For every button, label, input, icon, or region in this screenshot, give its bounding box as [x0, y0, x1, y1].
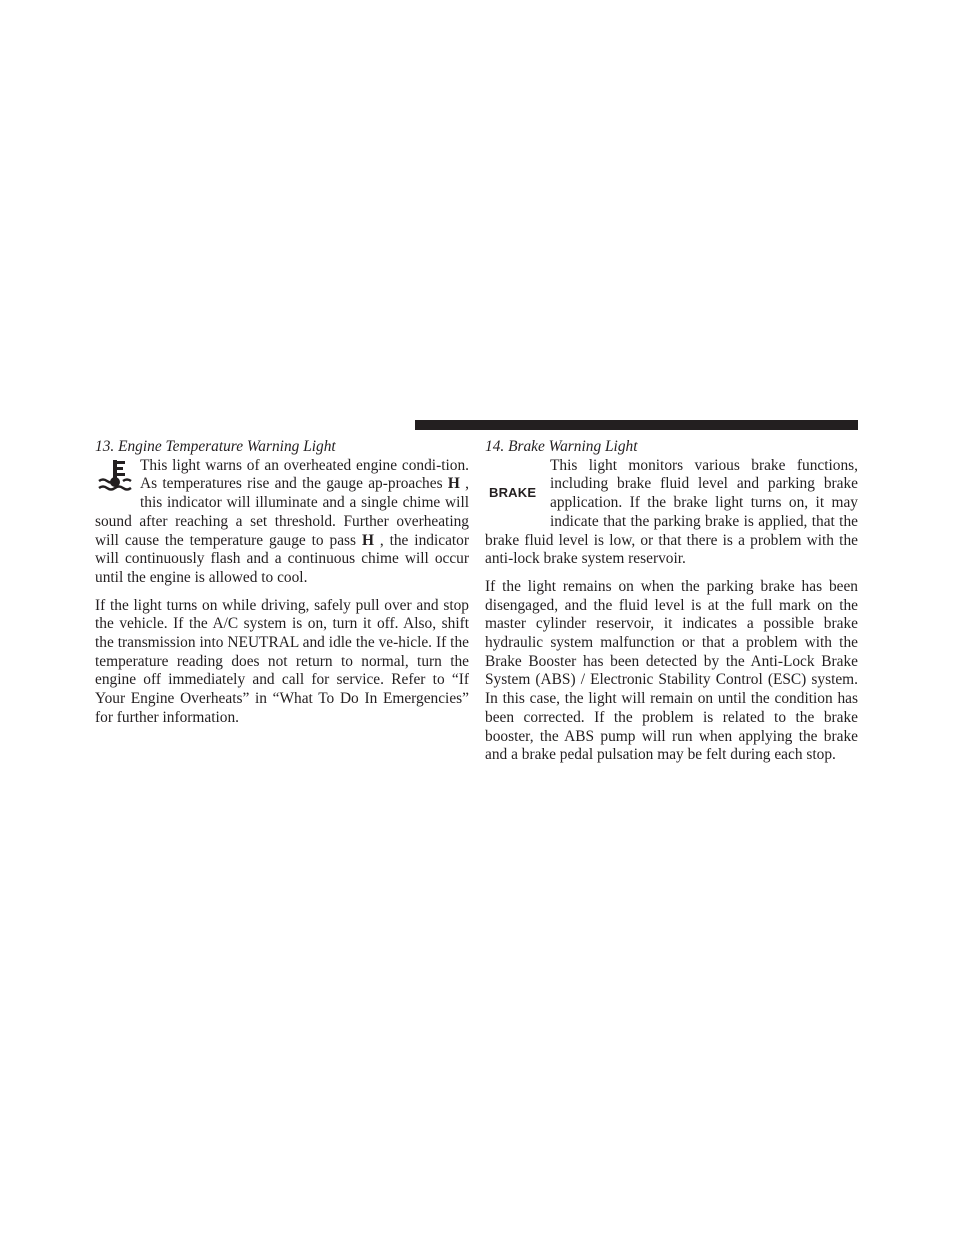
- brake-warning-paragraph-1: [485, 457, 858, 569]
- section-header-rule: [415, 420, 858, 430]
- engine-temperature-text-1: This light warns of an overheated engine condi-tion. As temperatures rise and the gauge ap-proaches: [140, 456, 469, 493]
- brake-warning-heading: 14. Brake Warning Light: [485, 438, 638, 455]
- engine-temperature-text-3: , the indicator will continuously flash and a continuous chime will occur until the engine is allowed to cool.: [95, 531, 469, 586]
- engine-temperature-paragraph-1: [95, 457, 469, 588]
- brake-warning-text-1: This light monitors various brake functions, including brake fluid level and parking brake application. If the brake light turns on, it may indicate that the parking brake is applied, that the brake fluid level is low, or that there is a problem with the anti-lock brake system reservoir.: [485, 456, 858, 568]
- brake-icon-label: BRAKE: [489, 485, 537, 501]
- hot-indicator-letter-2: H: [361, 531, 374, 549]
- engine-temperature-paragraph-2: If the light turns on while driving, safely pull over and stop the vehicle. If the A/C system is on, turn it off. Also, shift the transmission into NEUTRAL and idle the ve-hicle. If the temperature reading does not return to normal, turn the engine off immediately and call for service. Refer to “If Your Engine Overheats” in “What To Do In Emergencies” for further information.: [95, 596, 469, 726]
- engine-temperature-heading: 13. Engine Temperature Warning Light: [95, 438, 336, 455]
- hot-indicator-letter: H: [447, 475, 460, 493]
- brake-warning-paragraph-2: If the light remains on when the parking brake has been disengaged, and the fluid level is at the full mark on the master cylinder reservoir, it indicates a possible brake hydraulic system malfunction or that a problem with the Brake Booster has been detected by the Anti-Lock Brake System (ABS) / Electronic Stability Control (ESC) system. In this case, the light will remain on until the condition has been corrected. If the problem is related to the brake booster, the ABS pump will run when applying the brake and a brake pedal pulsation may be felt during each stop.: [485, 577, 858, 764]
- brake-warning-icon: [485, 457, 547, 531]
- engine-temperature-section: [95, 438, 469, 728]
- engine-temperature-text-2: , this indicator will illuminate and a single chime will sound after reaching a set threshold. Further overheating will cause the temperature gauge to pass: [95, 475, 469, 549]
- engine-coolant-temperature-icon: [95, 458, 136, 495]
- brake-warning-section: [485, 438, 858, 765]
